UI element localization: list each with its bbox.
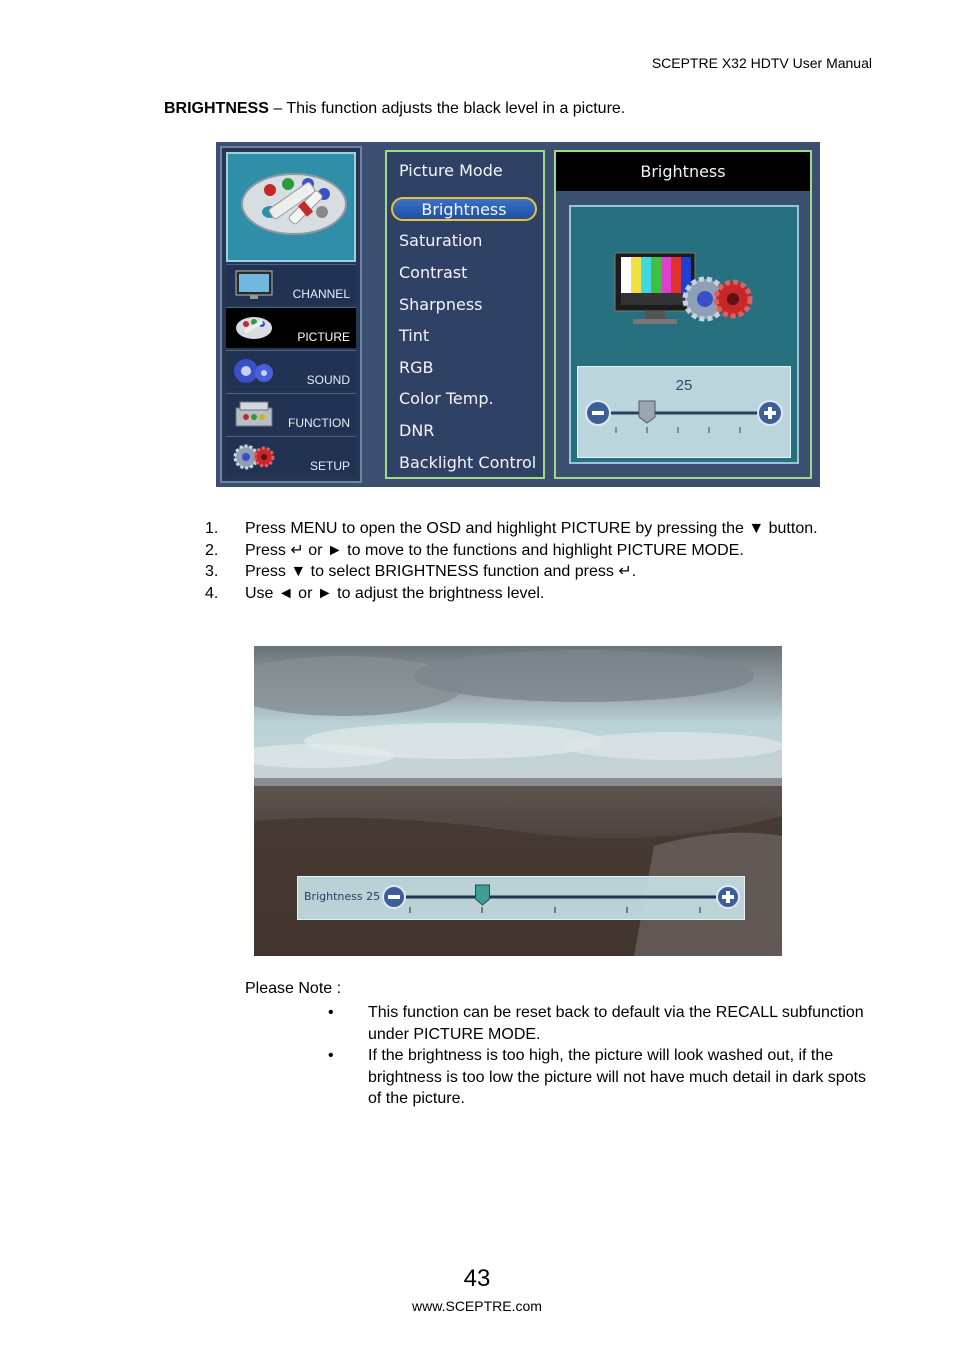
minus-icon xyxy=(586,401,610,425)
category-label: PICTURE xyxy=(297,330,350,344)
slider-value: 25 xyxy=(675,377,693,394)
bar-ticks xyxy=(410,907,700,913)
step-text: Press ↵ or ► to move to the functions and highlight PICTURE MODE. xyxy=(245,541,744,559)
step-text: Press ▼ to select BRIGHTNESS function and press ↵. xyxy=(245,563,637,580)
monitor-gears-icon xyxy=(611,247,761,331)
palette-icon xyxy=(232,312,276,344)
detail-content xyxy=(569,205,799,464)
landscape-photo xyxy=(254,646,782,956)
bullet-icon: • xyxy=(328,1047,334,1064)
category-sound[interactable] xyxy=(226,350,356,391)
menu-item-contrast[interactable]: Contrast xyxy=(399,263,468,282)
category-label: FUNCTION xyxy=(288,416,350,430)
plus-icon xyxy=(758,401,782,425)
step-number: 2. xyxy=(205,541,219,559)
brightness-slider[interactable] xyxy=(577,366,791,458)
category-function[interactable] xyxy=(226,393,356,434)
menu-item-sharpness[interactable]: Sharpness xyxy=(399,295,483,314)
brightness-osd-bar[interactable] xyxy=(297,876,745,920)
osd-detail-panel xyxy=(554,150,812,479)
toolbox-icon xyxy=(232,398,276,430)
step-item xyxy=(205,561,845,583)
osd-category-panel xyxy=(220,146,362,483)
palette-icon xyxy=(228,154,354,260)
intro-text: – This function adjusts the black level in a picture. xyxy=(268,100,626,117)
detail-title: Brightness xyxy=(556,152,810,191)
menu-item-picture-mode[interactable]: Picture Mode xyxy=(399,161,503,180)
menu-item-saturation[interactable]: Saturation xyxy=(399,231,483,250)
intro-term: BRIGHTNESS xyxy=(164,100,269,117)
menu-item-color-temp[interactable]: Color Temp. xyxy=(399,389,494,408)
osd-screenshot xyxy=(216,142,820,487)
category-picture[interactable] xyxy=(226,307,356,348)
website-link[interactable]: www.SCEPTRE.com xyxy=(412,1298,542,1314)
tv-icon xyxy=(232,269,276,301)
bullet-icon: • xyxy=(328,1004,334,1021)
menu-item-brightness[interactable]: Brightness xyxy=(391,197,537,221)
palette-hero xyxy=(226,152,356,262)
bar-thumb xyxy=(476,885,490,905)
menu-item-tint[interactable]: Tint xyxy=(399,326,430,345)
speaker-icon xyxy=(232,355,276,387)
note-text: If the brightness is too high, the picture will look washed out, if the brightness is too low the picture will not have much detail in dark spots of the picture. xyxy=(368,1047,867,1107)
step-number: 1. xyxy=(205,520,219,537)
steps-list xyxy=(205,518,845,604)
note-item xyxy=(326,1002,876,1045)
step-item xyxy=(205,518,845,540)
menu-item-rgb[interactable]: RGB xyxy=(399,358,434,377)
slider-ticks xyxy=(616,427,740,433)
gears-icon xyxy=(232,441,276,473)
category-channel[interactable] xyxy=(226,264,356,305)
bar-slider-graphic xyxy=(382,883,744,917)
osd-function-menu xyxy=(385,150,545,479)
note-item xyxy=(326,1045,876,1110)
step-number: 4. xyxy=(205,584,219,602)
category-setup[interactable] xyxy=(226,436,356,477)
category-label: SOUND xyxy=(306,373,350,387)
intro-paragraph xyxy=(164,100,625,118)
minus-icon xyxy=(383,886,405,908)
category-label: SETUP xyxy=(309,459,350,473)
step-item xyxy=(205,583,845,605)
step-text: Press MENU to open the OSD and highlight PICTURE by pressing the ▼ button. xyxy=(245,520,818,537)
category-label: CHANNEL xyxy=(292,287,350,301)
note-text: This function can be reset back to default via the RECALL subfunction under PICTURE MODE. xyxy=(368,1004,864,1043)
menu-item-dnr[interactable]: DNR xyxy=(399,421,435,440)
running-header: SCEPTRE X32 HDTV User Manual xyxy=(651,55,872,71)
note-heading: Please Note : xyxy=(245,980,342,997)
bar-label: Brightness 25 xyxy=(304,890,381,903)
menu-item-backlight-control[interactable]: Backlight Control xyxy=(399,453,537,472)
step-item xyxy=(205,540,845,562)
notes-list xyxy=(326,1002,876,1110)
step-text: Use ◄ or ► to adjust the brightness level. xyxy=(245,584,545,602)
page-number: 43 xyxy=(463,1265,491,1292)
slider-graphic xyxy=(584,397,786,437)
plus-icon xyxy=(717,886,739,908)
step-number: 3. xyxy=(205,563,219,580)
slider-thumb xyxy=(639,401,655,423)
